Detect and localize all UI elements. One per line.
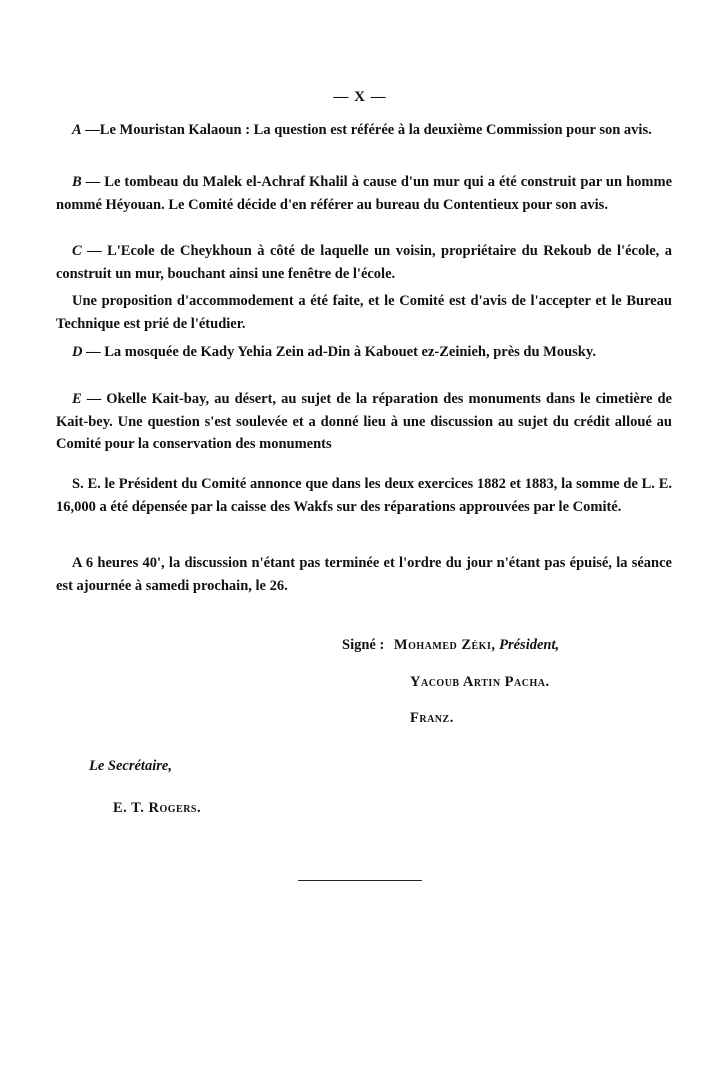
closing-rule	[298, 880, 422, 881]
signed-label: Signé :	[342, 637, 385, 653]
item-text: — Okelle Kait-bay, au désert, au sujet de la réparation des monuments dans le cimetière de Kait-bey. Une question s'est soulevée et a donné lieu à une discussion au sujet du crédit alloué au Comité pour la conservation des monuments	[56, 391, 672, 452]
page-number-header: — X —	[333, 89, 387, 105]
item-letter: A	[72, 122, 82, 138]
item-letter: B	[72, 174, 82, 190]
secretary-label: Le Secrétaire,	[89, 758, 172, 774]
president-statement: S. E. le Président du Comité annonce que dans les deux exercices 1882 et 1883, la somme de L. E. 16,000 a été dépensée par la caisse des Wakfs sur des réparations approuvées par le Comité.	[56, 476, 672, 515]
signature-line-third: Franz.	[410, 710, 454, 726]
item-text: — L'Ecole de Cheykhoun à côté de laquelle un voisin, propriétaire du Rekoub de l'école, a construit un mur, bouchant ainsi une fenêtre de l'école.	[56, 243, 673, 282]
item-a	[56, 119, 672, 142]
item-b	[56, 171, 672, 216]
item-e	[56, 388, 672, 456]
item-letter: E	[72, 391, 82, 407]
president-title: Président,	[499, 637, 560, 653]
item-letter: C	[72, 243, 82, 259]
item-c	[56, 240, 672, 285]
item-text: —Le Mouristan Kalaoun : La question est référée à la deuxième Commission pour son avis.	[85, 122, 652, 138]
adjournment-paragraph: A 6 heures 40', la discussion n'étant pas terminée et l'ordre du jour n'étant pas épuisé, la séance est ajournée à samedi prochain, le 26.	[56, 555, 672, 594]
item-c-continuation	[56, 290, 672, 335]
secretary-name: E. T. Rogers.	[113, 800, 202, 816]
signature-line-president	[342, 637, 559, 654]
item-text: — Le tombeau du Malek el-Achraf Khalil à cause d'un mur qui a été construit par un homme nommé Héyouan. Le Comité décide d'en référer au bureau du Contentieux pour son avis.	[56, 174, 673, 213]
signature-line-second: Yacoub Artin Pacha.	[410, 674, 550, 690]
item-letter: D	[72, 344, 83, 360]
president-name: Mohamed Zéki,	[393, 637, 496, 653]
item-d	[56, 341, 672, 364]
item-text: Une proposition d'accommodement a été faite, et le Comité est d'avis de l'accepter et le Bureau Technique est prié de l'étudier.	[56, 293, 672, 332]
item-text: — La mosquée de Kady Yehia Zein ad-Din à Kabouet ez-Zeinieh, près du Mousky.	[86, 344, 596, 360]
